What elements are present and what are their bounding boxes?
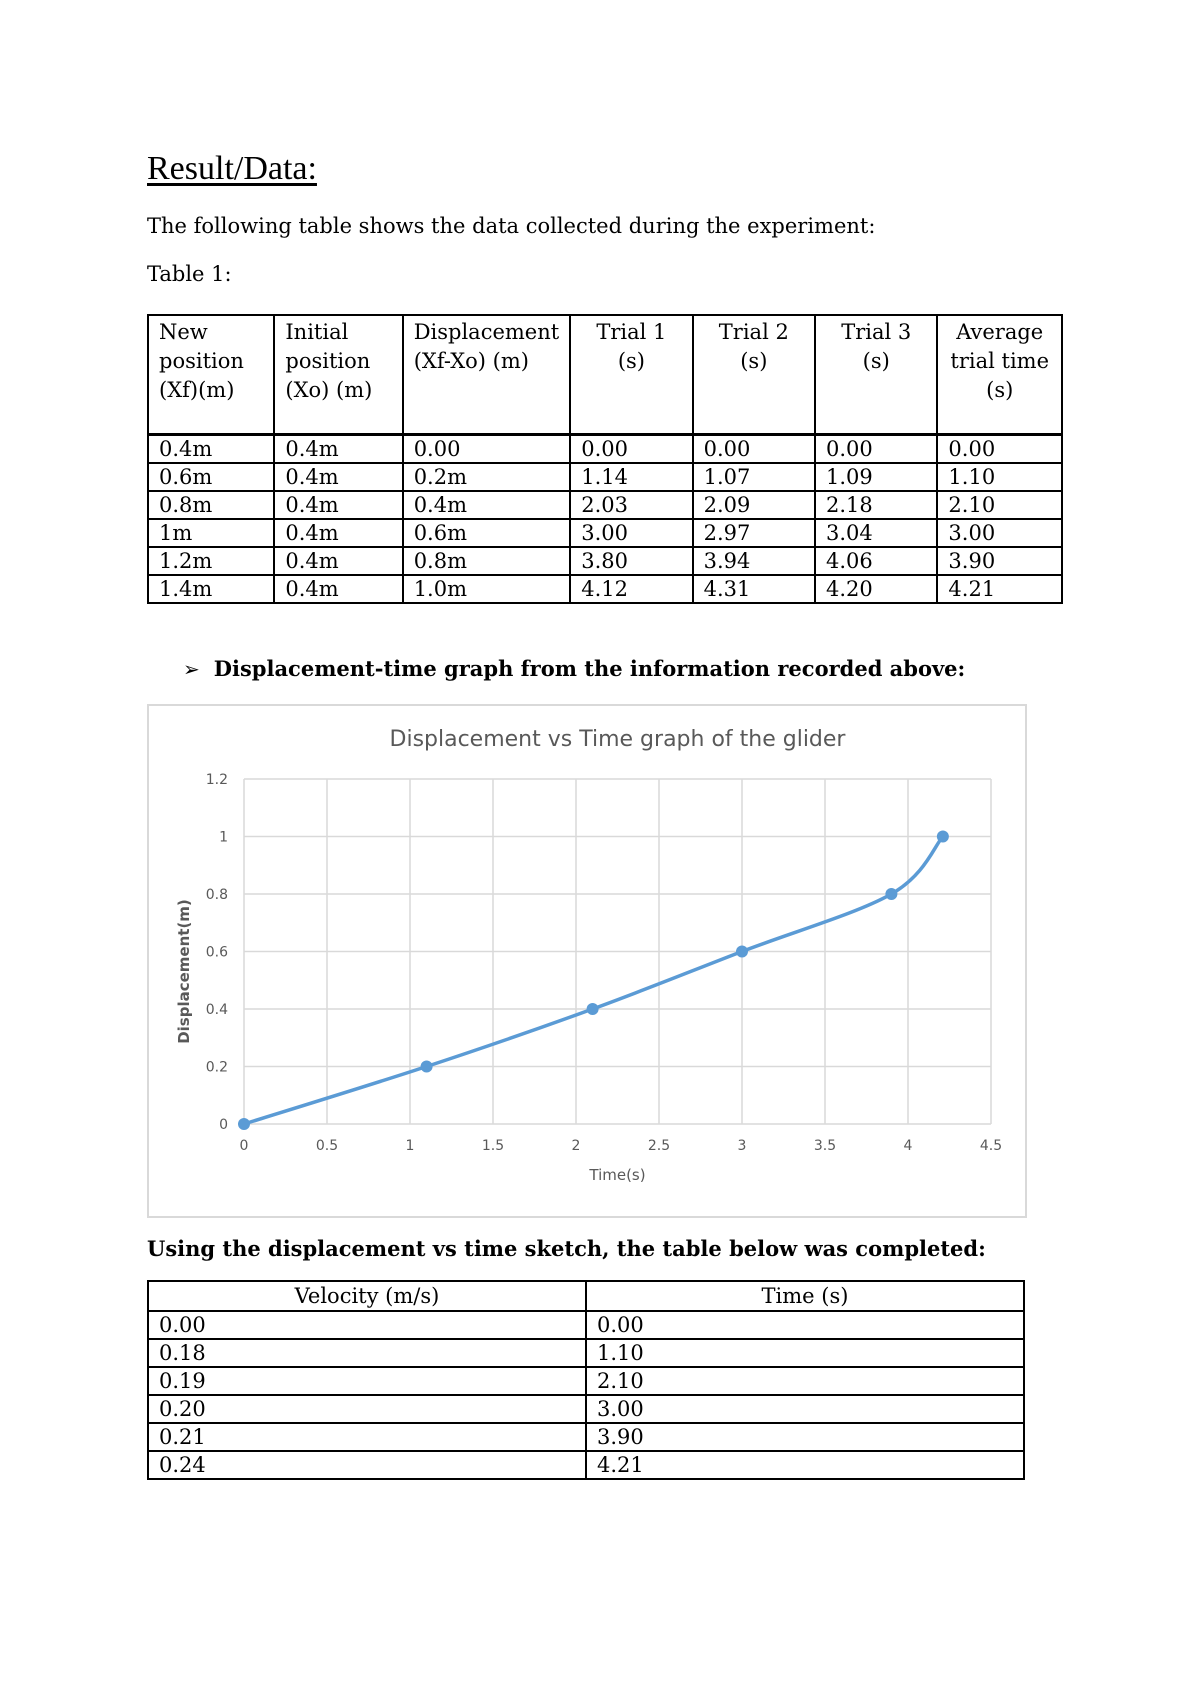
table-cell: 0.4m — [274, 435, 402, 464]
table-cell: 0.00 — [586, 1311, 1024, 1339]
header-line: Trial 1 — [596, 320, 667, 344]
table-cell: 4.20 — [815, 575, 937, 603]
header-line: (s) — [986, 378, 1014, 402]
table-cell: 0.00 — [403, 435, 571, 464]
table-cell: 0.00 — [937, 435, 1062, 464]
data-point — [736, 946, 748, 958]
table-row — [148, 575, 1062, 603]
header-line: position — [159, 349, 244, 373]
table-cell: 3.90 — [586, 1423, 1024, 1451]
data-point — [421, 1061, 433, 1073]
table-cell: 0.19 — [148, 1367, 586, 1395]
results-table — [147, 314, 1063, 604]
chart-title: Displacement vs Time graph of the glider — [389, 727, 846, 752]
x-tick-label: 0 — [239, 1138, 249, 1154]
x-tick-label: 1.5 — [481, 1138, 505, 1154]
table-cell: 4.31 — [693, 575, 815, 603]
x-tick-label: 4 — [903, 1138, 913, 1154]
table-cell: 3.90 — [937, 547, 1062, 575]
header-trial-1 — [570, 315, 692, 435]
header-line: (Xo) (m) — [285, 378, 373, 402]
data-point — [885, 888, 897, 900]
y-tick-label: 1.2 — [205, 772, 228, 788]
header-line: New — [159, 320, 208, 344]
table-row — [148, 1451, 1024, 1479]
chart-svg — [149, 706, 1025, 1216]
x-tick-label: 2 — [571, 1138, 581, 1154]
table-cell: 0.4m — [274, 463, 402, 491]
table-row — [148, 435, 1062, 464]
table-row — [148, 463, 1062, 491]
table-row — [148, 547, 1062, 575]
table-cell: 2.10 — [586, 1367, 1024, 1395]
table-cell: 0.20 — [148, 1395, 586, 1423]
table-row — [148, 1367, 1024, 1395]
table-row — [148, 1339, 1024, 1367]
header-line: (s) — [617, 349, 645, 373]
table-header-row — [148, 1281, 1024, 1311]
table-cell: 0.24 — [148, 1451, 586, 1479]
table-cell: 0.4m — [148, 435, 274, 464]
table-row — [148, 519, 1062, 547]
header-line: Initial — [285, 320, 349, 344]
table-cell: 3.00 — [570, 519, 692, 547]
table-cell: 0.6m — [403, 519, 571, 547]
table-cell: 0.00 — [693, 435, 815, 464]
header-initial-position — [274, 315, 402, 435]
table-cell: 0.00 — [570, 435, 692, 464]
sketch-note: Using the displacement vs time sketch, the table below was completed: — [147, 1236, 986, 1261]
header-line: Average — [956, 320, 1044, 344]
header-line: position — [285, 349, 371, 373]
header-average-time — [937, 315, 1062, 435]
table-cell: 2.10 — [937, 491, 1062, 519]
table-row — [148, 1395, 1024, 1423]
x-tick-label: 0.5 — [315, 1138, 339, 1154]
table-cell: 1.4m — [148, 575, 274, 603]
table-cell: 1.09 — [815, 463, 937, 491]
table-cell: 2.18 — [815, 491, 937, 519]
y-tick-label: 0 — [219, 1117, 228, 1133]
table-cell: 0.4m — [274, 491, 402, 519]
table-cell: 0.8m — [148, 491, 274, 519]
table-row — [148, 1423, 1024, 1451]
table-cell: 0.4m — [403, 491, 571, 519]
data-point — [238, 1118, 250, 1130]
header-line: Trial 3 — [841, 320, 912, 344]
data-point — [587, 1003, 599, 1015]
header-velocity: Velocity (m/s) — [148, 1281, 586, 1311]
x-tick-label: 3.5 — [813, 1138, 837, 1154]
graph-intro-bullet — [183, 656, 965, 681]
table-cell: 0.4m — [274, 547, 402, 575]
header-line: trial time — [950, 349, 1050, 373]
table-cell: 4.12 — [570, 575, 692, 603]
table-cell: 3.04 — [815, 519, 937, 547]
table-cell: 3.00 — [937, 519, 1062, 547]
data-point — [937, 831, 949, 843]
table-cell: 1.0m — [403, 575, 571, 603]
header-time: Time (s) — [586, 1281, 1024, 1311]
y-tick-label: 0.4 — [205, 1002, 228, 1018]
x-tick-label: 1 — [405, 1138, 415, 1154]
header-displacement — [403, 315, 571, 435]
table-cell: 0.2m — [403, 463, 571, 491]
graph-intro-text: Displacement-time graph from the information recorded above: — [213, 656, 966, 681]
header-line: (Xf-Xo) (m) — [413, 349, 529, 373]
y-tick-label: 0.6 — [205, 944, 228, 961]
table-cell: 1.10 — [586, 1339, 1024, 1367]
table-cell: 0.21 — [148, 1423, 586, 1451]
table-cell: 1.14 — [570, 463, 692, 491]
header-line: Displacement — [413, 320, 560, 344]
table-cell: 0.00 — [148, 1311, 586, 1339]
table-cell: 2.97 — [693, 519, 815, 547]
table-cell: 3.94 — [693, 547, 815, 575]
x-axis-label: Time(s) — [589, 1166, 646, 1184]
table-cell: 3.80 — [570, 547, 692, 575]
y-axis-label: Displacement(m) — [175, 899, 193, 1044]
table1-label: Table 1: — [147, 262, 232, 286]
table-row — [148, 491, 1062, 519]
header-line: (s) — [740, 349, 768, 373]
x-tick-label: 3 — [737, 1138, 747, 1154]
table-cell: 1.10 — [937, 463, 1062, 491]
header-trial-3 — [815, 315, 937, 435]
table-cell: 2.09 — [693, 491, 815, 519]
header-line: Trial 2 — [718, 320, 789, 344]
table-cell: 4.21 — [586, 1451, 1024, 1479]
table-cell: 4.21 — [937, 575, 1062, 603]
table-cell: 0.00 — [815, 435, 937, 464]
header-trial-2 — [693, 315, 815, 435]
table-cell: 1.2m — [148, 547, 274, 575]
table-cell: 4.06 — [815, 547, 937, 575]
table-cell: 0.8m — [403, 547, 571, 575]
table-cell: 2.03 — [570, 491, 692, 519]
page-heading: Result/Data: — [147, 150, 317, 187]
table-cell: 0.18 — [148, 1339, 586, 1367]
velocity-table — [147, 1280, 1025, 1480]
table-cell: 0.4m — [274, 519, 402, 547]
series-line — [244, 837, 943, 1125]
displacement-time-chart — [147, 704, 1027, 1218]
table-cell: 0.6m — [148, 463, 274, 491]
table-cell: 1m — [148, 519, 274, 547]
x-tick-label: 4.5 — [979, 1138, 1003, 1154]
header-line: (Xf)(m) — [159, 378, 235, 402]
y-tick-label: 1 — [219, 829, 228, 846]
y-tick-label: 0.2 — [205, 1059, 228, 1076]
table-cell: 3.00 — [586, 1395, 1024, 1423]
header-new-position — [148, 315, 274, 435]
header-line: (s) — [862, 349, 890, 373]
x-tick-label: 2.5 — [647, 1138, 671, 1154]
y-tick-label: 0.8 — [205, 887, 228, 903]
table-row — [148, 1311, 1024, 1339]
table-cell: 0.4m — [274, 575, 402, 603]
intro-text: The following table shows the data collected during the experiment: — [147, 214, 876, 238]
table-header-row — [148, 315, 1062, 435]
arrow-bullet-icon: ➢ — [183, 656, 200, 681]
table-cell: 1.07 — [693, 463, 815, 491]
